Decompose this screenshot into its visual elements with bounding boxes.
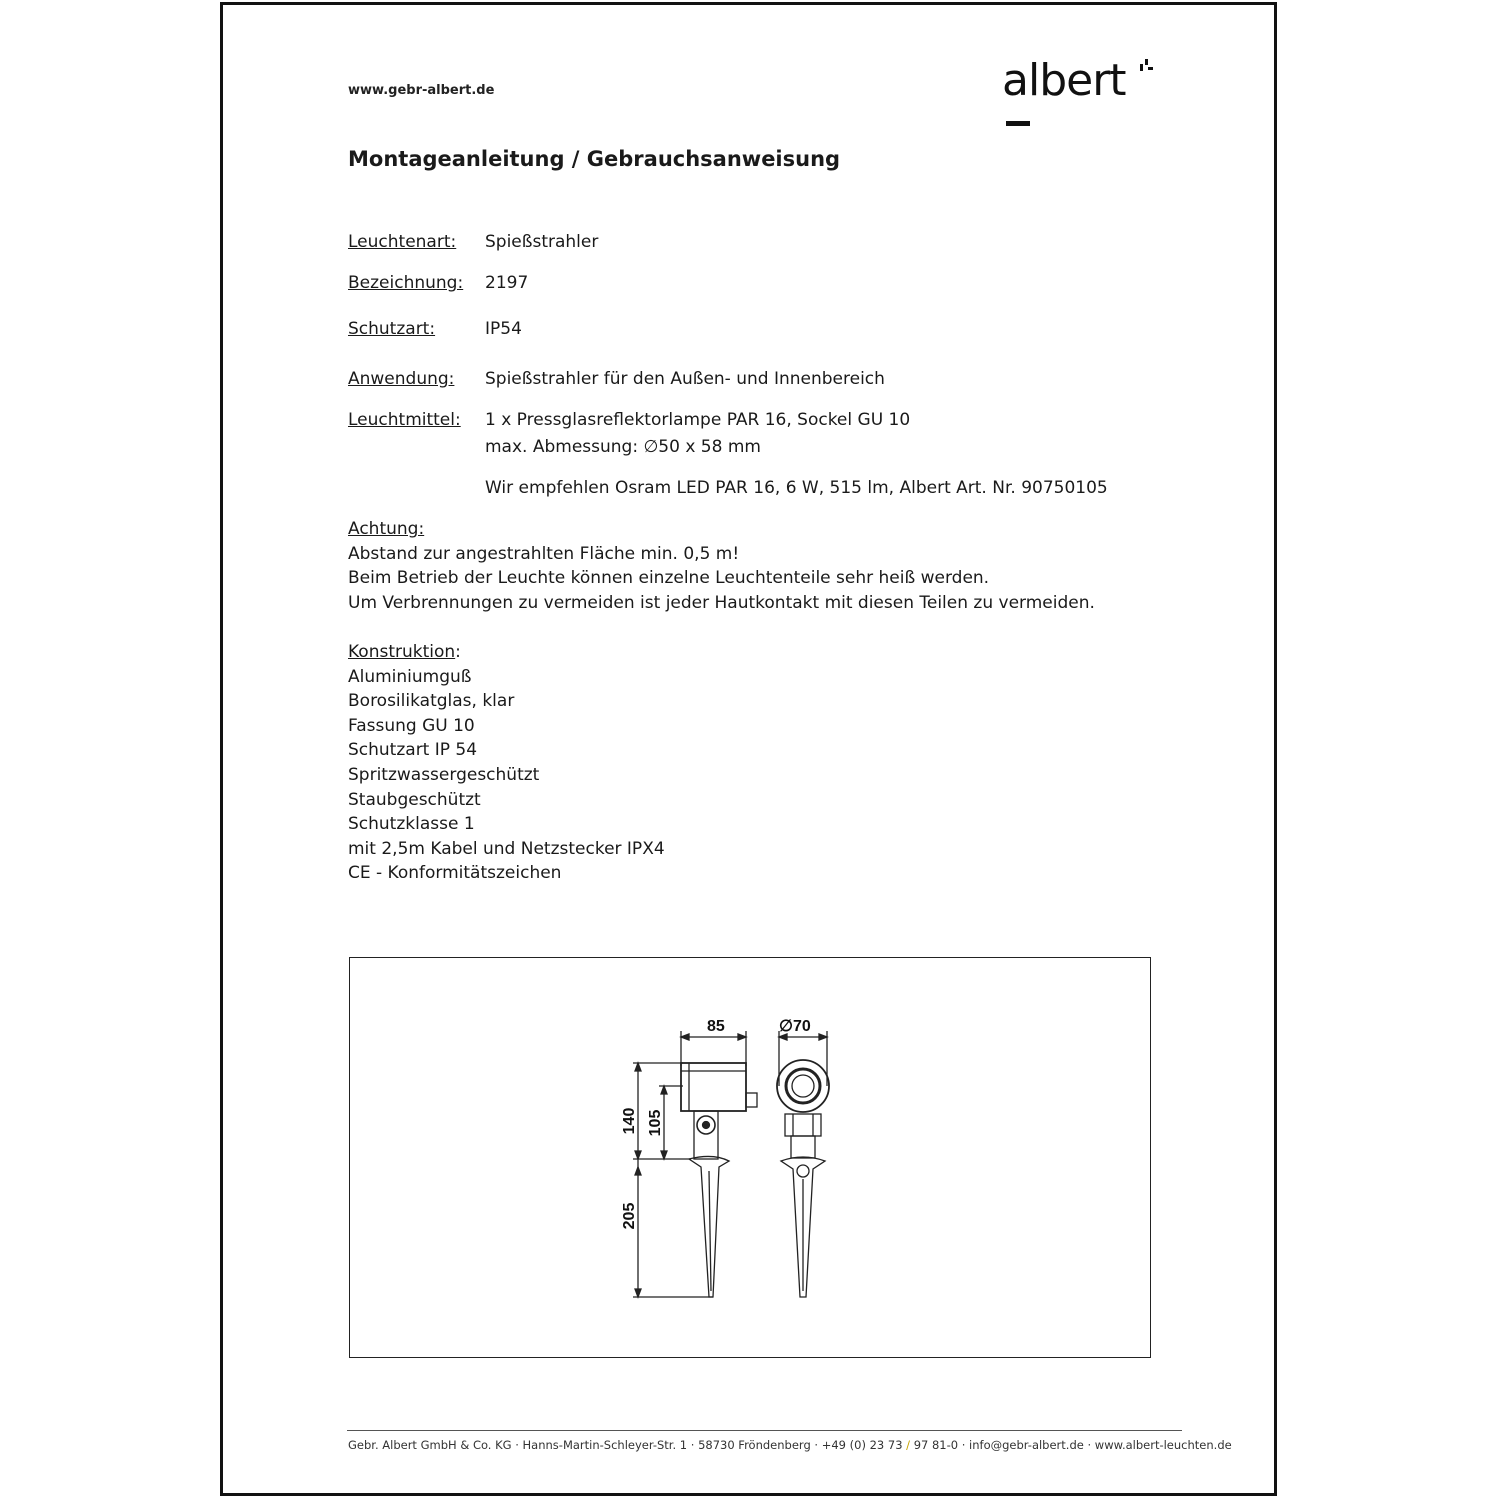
spec-value: IP54	[485, 319, 522, 339]
footer-address	[348, 1438, 1232, 1452]
footer-separator: /	[906, 1438, 911, 1452]
construction-line: Schutzklasse 1	[348, 814, 475, 835]
dim-label-105: 105	[647, 1109, 664, 1137]
technical-drawing	[349, 957, 1151, 1358]
spec-value: 1 x Pressglasreflektorlampe PAR 16, Sockel GU 10	[485, 410, 911, 430]
spec-label: Bezeichnung:	[348, 273, 464, 293]
construction-line: CE - Konformitätszeichen	[348, 863, 562, 884]
footer-part1: Gebr. Albert GmbH & Co. KG · Hanns-Martin-Schleyer-Str. 1 · 58730 Fröndenberg · +49 (0) 23 73	[348, 1438, 907, 1452]
dim-label-140: 140	[621, 1107, 638, 1135]
construction-line: Fassung GU 10	[348, 715, 475, 736]
footer-divider	[347, 1430, 1182, 1431]
spec-label: Schutzart:	[348, 319, 436, 339]
spec-value: 2197	[485, 273, 529, 293]
construction-heading-row	[348, 640, 665, 665]
warning-heading: Achtung:	[348, 519, 425, 539]
logo-spark-icon	[1138, 58, 1154, 74]
website-url: www.gebr-albert.de	[348, 83, 495, 98]
construction-heading-suffix: :	[455, 642, 461, 662]
dim-label-diameter: ∅70	[779, 1018, 811, 1035]
construction-line: Staubgeschützt	[348, 789, 481, 810]
page-title: Montageanleitung / Gebrauchsanweisung	[348, 147, 841, 171]
warning-line: Abstand zur angestrahlten Fläche min. 0,5 m!	[348, 543, 740, 564]
warning-line: Beim Betrieb der Leuchte können einzelne Leuchtenteile sehr heiß werden.	[348, 568, 990, 589]
construction-line: Borosilikatglas, klar	[348, 691, 515, 712]
dim-label-205: 205	[621, 1202, 638, 1230]
construction-heading: Konstruktion	[348, 642, 456, 662]
drawing-svg	[350, 958, 1150, 1357]
construction-line: mit 2,5m Kabel und Netzstecker IPX4	[348, 838, 665, 859]
spec-value: Spießstrahler für den Außen- und Innenbereich	[485, 369, 885, 389]
construction-line: Spritzwassergeschützt	[348, 764, 540, 785]
logo-bar	[1006, 121, 1030, 126]
albert-logo	[1002, 55, 1126, 106]
spec-label: Leuchtmittel:	[348, 410, 461, 430]
spec-label: Leuchtenart:	[348, 232, 457, 252]
spec-value-recommendation: Wir empfehlen Osram LED PAR 16, 6 W, 515 lm, Albert Art. Nr. 90750105	[485, 478, 1108, 498]
dim-label-width: 85	[707, 1018, 725, 1035]
spec-label: Anwendung:	[348, 369, 455, 389]
warning-line: Um Verbrennungen zu vermeiden ist jeder Hautkontakt mit diesen Teilen zu vermeiden.	[348, 592, 1095, 613]
construction-line: Aluminiumguß	[348, 666, 472, 687]
footer-part2: 97 81-0 · info@gebr-albert.de · www.albert-leuchten.de	[910, 1438, 1232, 1452]
warning-block	[348, 517, 1095, 615]
construction-line: Schutzart IP 54	[348, 740, 478, 761]
spec-value: Spießstrahler	[485, 232, 599, 252]
spec-value-dimension: max. Abmessung: ∅50 x 58 mm	[485, 437, 761, 457]
logo-text: albert	[1002, 55, 1126, 106]
construction-block	[348, 640, 665, 886]
